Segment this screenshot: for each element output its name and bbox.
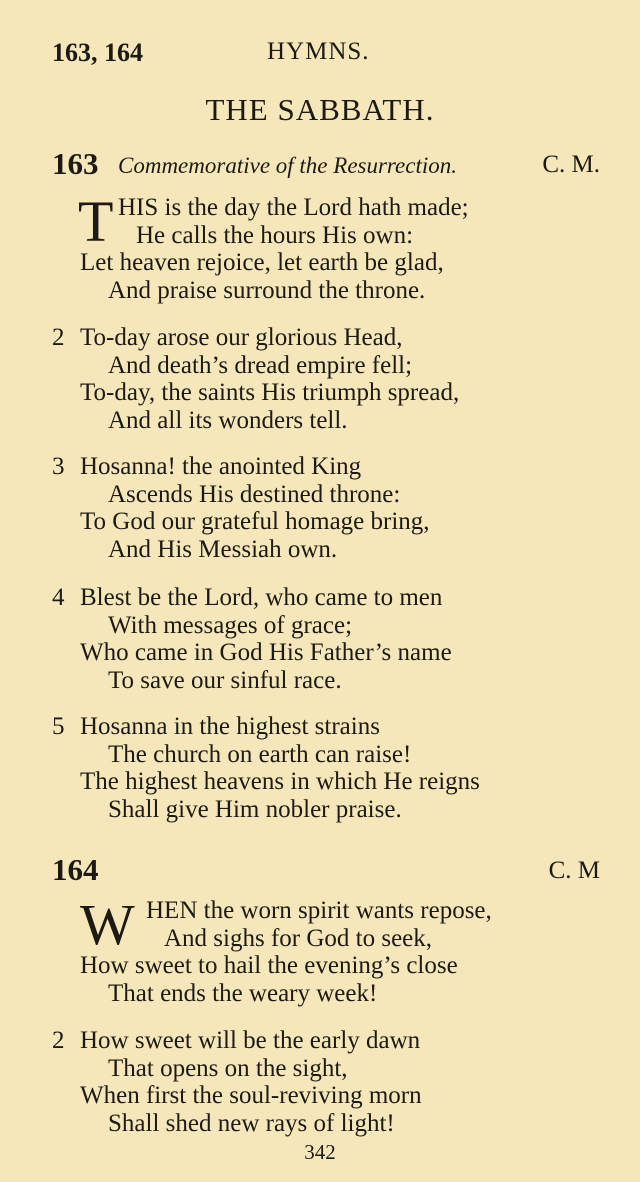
hymn-163-stanza-2: [52, 324, 612, 434]
stanza-line: To-day arose our glorious Head,: [80, 324, 403, 351]
stanza-line: And praise surround the throne.: [108, 276, 426, 304]
hymn-number: 163: [52, 146, 99, 181]
verse-number: 3: [52, 453, 65, 480]
verse-number: 4: [52, 584, 65, 611]
hymn-subtitle: Commemorative of the Resurrection.: [118, 153, 457, 178]
stanza-line: How sweet to hail the evening’s close: [80, 952, 458, 979]
stanza-line: With messages of grace;: [108, 611, 353, 639]
running-header: [52, 38, 612, 70]
stanza-line: He calls the hours His own:: [136, 221, 414, 249]
hymn-meter: C. M: [548, 857, 600, 884]
stanza-line: HIS is the day the Lord hath made;: [118, 194, 469, 221]
verse-number: 5: [52, 713, 65, 740]
hymn-meter: C. M.: [542, 151, 600, 178]
hymn-164-stanza-1: [52, 892, 612, 1007]
stanza-line: Shall give Him nobler praise.: [108, 795, 402, 823]
hymn-163-stanza-4: [52, 584, 612, 694]
stanza-line: Hosanna in the highest strains: [80, 713, 380, 740]
stanza-line: The highest heavens in which He reigns: [80, 768, 480, 795]
page-number: 342: [304, 1140, 336, 1164]
stanza-line: And sighs for God to seek,: [164, 924, 433, 952]
stanza-line: Shall shed new rays of light!: [108, 1109, 395, 1137]
stanza-line: Blest be the Lord, who came to men: [80, 584, 443, 611]
stanza-line: And all its wonders tell.: [108, 406, 348, 434]
hymn-number: 164: [52, 852, 99, 887]
stanza-line: Hosanna! the anointed King: [80, 453, 362, 480]
header-title: HYMNS.: [267, 38, 370, 65]
stanza-line: The church on earth can raise!: [108, 740, 412, 768]
drop-cap-letter: W: [80, 892, 135, 957]
stanza-line: To save our sinful race.: [108, 666, 342, 694]
stanza-line: Ascends His destined throne:: [108, 480, 401, 508]
hymn-164-heading: [52, 852, 600, 892]
stanza-line: Who came in God His Father’s name: [80, 639, 452, 666]
stanza-line: To God our grateful homage bring,: [80, 508, 430, 535]
verse-number: 2: [52, 1027, 65, 1054]
verse-number: 2: [52, 324, 65, 351]
hymn-164-stanza-2: [52, 1027, 612, 1137]
hymn-163-heading: [52, 146, 600, 186]
section-title: THE SABBATH.: [205, 92, 435, 127]
stanza-line: How sweet will be the early dawn: [80, 1027, 421, 1054]
stanza-line: HEN the worn spirit wants repose,: [146, 897, 492, 924]
stanza-line: Let heaven rejoice, let earth be glad,: [80, 249, 444, 276]
header-hymn-numbers: 163, 164: [52, 38, 143, 67]
stanza-line: To-day, the saints His triumph spread,: [80, 379, 460, 406]
stanza-line: That opens on the sight,: [108, 1054, 348, 1082]
stanza-line: When first the soul-reviving morn: [80, 1082, 422, 1109]
hymn-163-stanza-5: [52, 713, 612, 823]
hymn-163-stanza-1: [52, 189, 612, 304]
drop-cap-letter: T: [78, 189, 114, 254]
stanza-line: And His Messiah own.: [108, 535, 338, 563]
stanza-line: And death’s dread empire fell;: [108, 351, 413, 379]
stanza-line: That ends the weary week!: [108, 979, 378, 1007]
hymn-163-stanza-3: [52, 453, 612, 563]
